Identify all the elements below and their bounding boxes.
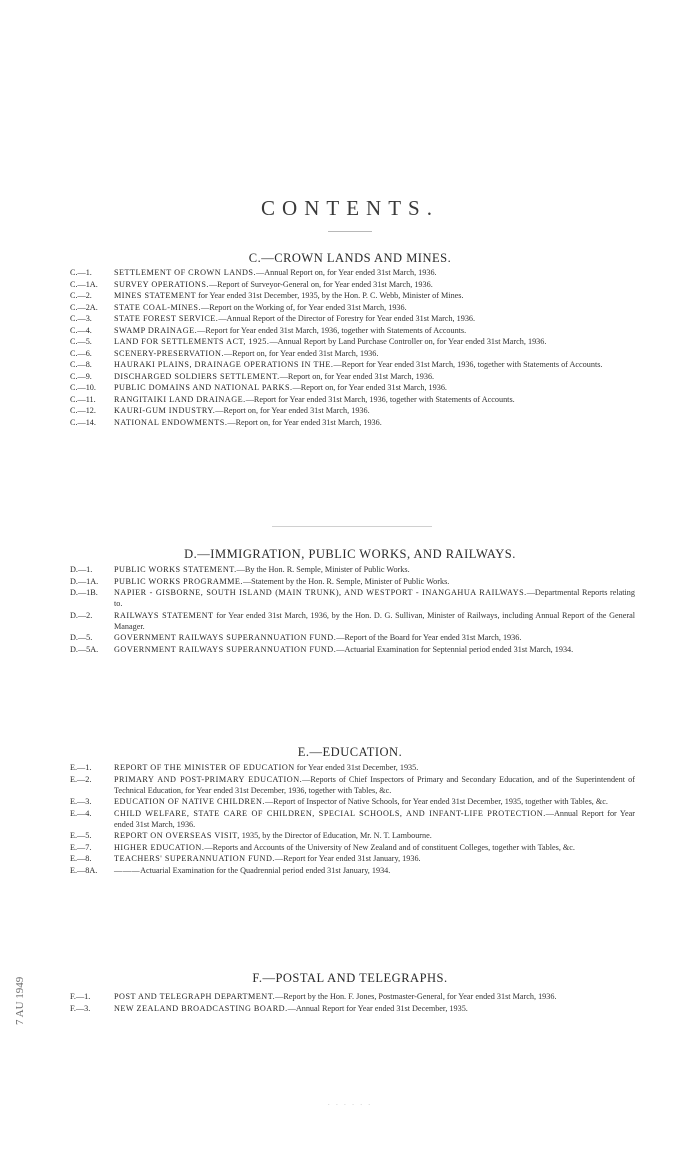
entry-code: D.—1B. (70, 588, 98, 597)
entry-title: PUBLIC WORKS PROGRAMME. (114, 576, 243, 586)
entry-code: E.—1. (70, 763, 92, 772)
entry-text (114, 336, 635, 347)
contents-entry (70, 576, 635, 587)
entry-code: C.—12. (70, 406, 96, 415)
contents-entry (70, 991, 635, 1002)
contents-entry (70, 774, 635, 796)
entry-description: for Year ended 31st December, 1935. (294, 763, 419, 772)
contents-entry (70, 796, 635, 807)
entry-code: C.—11. (70, 394, 96, 404)
entry-text (114, 313, 635, 324)
contents-entry (70, 842, 635, 853)
entry-description: —Report by the Hon. F. Jones, Postmaster-General, for Year ended 31st March, 1936. (275, 992, 557, 1001)
contents-entry (70, 830, 635, 841)
contents-entry (70, 290, 635, 301)
entry-title: RAILWAYS STATEMENT (114, 610, 214, 620)
contents-entry (70, 564, 635, 575)
entry-description: —Report on the Working of, for Year ended 31st March, 1936. (201, 302, 407, 312)
entry-text (114, 267, 635, 278)
entry-description: —Reports of Chief Inspectors of Primary and Secondary Education, and of the Superintendent of Technical Education, for Year ended 31st December, 1936, together with Tables, &c. (114, 774, 636, 795)
entry-text (114, 405, 635, 416)
contents-entry (70, 417, 635, 428)
entry-text (114, 359, 635, 370)
contents-entry (70, 325, 635, 336)
entry-text (114, 808, 635, 830)
contents-entry (70, 587, 635, 609)
entry-description: —Report on, for Year ended 31st March, 1936. (279, 371, 435, 381)
contents-entry (70, 853, 635, 864)
entry-title: NAPIER - GISBORNE, SOUTH ISLAND (MAIN TRUNK), AND WESTPORT - INANGAHUA RAILWAYS. (114, 588, 527, 597)
entry-code: C.—8. (70, 360, 92, 369)
entry-title: NEW ZEALAND BROADCASTING BOARD. (114, 1003, 288, 1013)
entry-code: C.—9. (70, 371, 92, 381)
entry-title: NATIONAL ENDOWMENTS. (114, 417, 228, 427)
entry-description: —Annual Report of the Director of Forestry for Year ended 31st March, 1936. (218, 314, 476, 323)
section-heading-f: F.—POSTAL AND TELEGRAPHS. (252, 971, 448, 985)
entry-text (114, 796, 635, 807)
contents-entry (70, 610, 635, 632)
entry-text (114, 610, 635, 632)
entry-title: STATE FOREST SERVICE. (114, 314, 219, 323)
entry-description: —By the Hon. R. Semple, Minister of Public Works. (236, 565, 410, 574)
contents-entry (70, 808, 635, 830)
entry-text (114, 564, 635, 575)
entry-title: SWAMP DRAINAGE. (114, 325, 198, 335)
entry-text (114, 865, 635, 876)
page-title: CONTENTS. (261, 196, 439, 220)
entry-code: E.—5. (70, 831, 92, 840)
entry-code: E.—8. (70, 854, 92, 863)
entry-code: C.—14. (70, 417, 96, 427)
entry-code: D.—5A. (70, 644, 99, 654)
entry-description: —Report on, for Year ended 31st March, 1936. (292, 383, 447, 392)
title-divider (328, 231, 372, 232)
contents-entry (70, 1003, 635, 1014)
entry-title: REPORT ON OVERSEAS VISIT, (114, 831, 240, 840)
entry-description: —Report of the Board for Year ended 31st March, 1936. (336, 633, 522, 642)
entry-text (114, 1003, 635, 1014)
entry-text (114, 279, 635, 290)
entry-title: PUBLIC DOMAINS AND NATIONAL PARKS. (114, 383, 293, 392)
entry-text (114, 302, 635, 313)
section-heading-c: C.—CROWN LANDS AND MINES. (248, 251, 452, 265)
entry-code: D.—5. (70, 633, 93, 642)
entry-text (114, 382, 635, 393)
entry-description: —Report of Surveyor-General on, for Year ended 31st March, 1936. (208, 279, 433, 289)
entry-text (114, 371, 635, 382)
entry-code: C.—1. (70, 268, 92, 277)
entry-text (114, 853, 635, 864)
entry-title: REPORT OF THE MINISTER OF EDUCATION (114, 763, 295, 772)
entry-description: —Annual Report for Year ended 31st December, 1935. (287, 1003, 468, 1013)
entry-title: POST AND TELEGRAPH DEPARTMENT. (114, 992, 276, 1001)
contents-entry (70, 348, 635, 359)
entry-text (114, 348, 635, 359)
entry-code: C.—1A. (70, 279, 98, 289)
contents-entry (70, 405, 635, 416)
entry-code: F.—3. (70, 1003, 91, 1013)
entry-title: MINES STATEMENT (114, 291, 197, 300)
entry-code: C.—3. (70, 314, 92, 323)
entry-title: SCENERY-PRESERVATION. (114, 348, 225, 358)
contents-entry (70, 313, 635, 324)
entry-description: for Year ended 31st December, 1935, by the Hon. P. C. Webb, Minister of Mines. (196, 291, 464, 300)
entry-text (114, 632, 635, 643)
entry-code: C.—5. (70, 337, 92, 346)
entry-description: —Report of Inspector of Native Schools, for Year ended 31st December, 1935, together with Tables, &c. (264, 797, 608, 806)
entry-code: E.—2. (70, 774, 92, 784)
entry-text (114, 290, 635, 301)
entry-description: —Report for Year ended 31st January, 1936. (274, 854, 421, 863)
entry-title: DISCHARGED SOLDIERS SETTLEMENT. (114, 371, 280, 381)
entry-description: —Annual Report for Year ended 31st March, 1936. (114, 808, 636, 829)
entry-title: RANGITAIKI LAND DRAINAGE. (114, 394, 246, 404)
contents-entry (70, 267, 635, 278)
contents-entry (70, 762, 635, 773)
entry-title: HIGHER EDUCATION. (114, 842, 205, 852)
entry-code: D.—1. (70, 565, 93, 574)
entry-text (114, 417, 635, 428)
entry-text (114, 587, 635, 609)
entry-description: —Statement by the Hon. R. Semple, Minister of Public Works. (242, 576, 450, 586)
entry-text (114, 774, 635, 796)
contents-entry (70, 632, 635, 643)
entry-code: D.—2. (70, 610, 93, 620)
margin-stamp: 7 AU 1949 (14, 976, 26, 1025)
entry-text (114, 325, 635, 336)
entry-text (114, 842, 635, 853)
entry-title: HAURAKI PLAINS, DRAINAGE OPERATIONS IN THE. (114, 360, 334, 369)
entry-title: PRIMARY AND POST-PRIMARY EDUCATION. (114, 774, 303, 784)
section-entries-d (70, 564, 635, 655)
contents-entry (70, 336, 635, 347)
contents-entry (70, 394, 635, 405)
entry-description: Actuarial Examination for the Quadrennial period ended 31st January, 1934. (140, 865, 391, 875)
entry-description: —Report on, for Year ended 31st March, 1936. (215, 406, 370, 415)
entry-description: for Year ended 31st March, 1936, by the Hon. D. G. Sullivan, Minister of Railways, including Annual Report of the General Manager. (114, 610, 636, 631)
entry-description: —Report on, for Year ended 31st March, 1936. (227, 417, 382, 427)
entry-description: —Annual Report by Land Purchase Controller on, for Year ended 31st March, 1936. (269, 337, 547, 346)
entry-text (114, 991, 635, 1002)
entry-title: CHILD WELFARE, STATE CARE OF CHILDREN, SPECIAL SCHOOLS, AND INFANT-LIFE PROTECTION. (114, 808, 546, 818)
entry-code: C.—4. (70, 325, 92, 335)
entry-description: —Report on, for Year ended 31st March, 1936. (224, 348, 379, 358)
entry-title: KAURI-GUM INDUSTRY. (114, 406, 216, 415)
section-entries-f (70, 991, 635, 1014)
entry-text (114, 394, 635, 405)
entry-title: SURVEY OPERATIONS. (114, 279, 209, 289)
section-entries-c (70, 267, 635, 428)
entry-code: C.—10. (70, 383, 96, 392)
contents-entry (70, 371, 635, 382)
contents-entry (70, 865, 635, 876)
entry-code: E.—7. (70, 842, 92, 852)
entry-code: E.—8A. (70, 865, 98, 875)
entry-title: TEACHERS' SUPERANNUATION FUND. (114, 854, 275, 863)
entry-description: —Report for Year ended 31st March, 1936, together with Statements of Accounts. (333, 360, 603, 369)
entry-text (114, 830, 635, 841)
section-divider-c (272, 526, 432, 527)
entry-description: —Reports and Accounts of the University of New Zealand and of constituent Colleges, together with Tables, &c. (204, 842, 575, 852)
entry-description: —Departmental Reports relating to. (114, 588, 635, 608)
entry-description: 1935, by the Director of Education, Mr. N. T. Lambourne. (239, 831, 432, 840)
entry-text (114, 576, 635, 587)
entry-code: C.—2. (70, 291, 92, 300)
entry-description: —Annual Report on, for Year ended 31st March, 1936. (256, 268, 437, 277)
entry-title: SETTLEMENT OF CROWN LANDS. (114, 268, 257, 277)
footer-stamp: · · · · · · (327, 1101, 373, 1109)
entry-title: GOVERNMENT RAILWAYS SUPERANNUATION FUND. (114, 644, 337, 654)
contents-entry (70, 302, 635, 313)
entry-title: GOVERNMENT RAILWAYS SUPERANNUATION FUND. (114, 633, 337, 642)
entry-text (114, 644, 635, 655)
contents-entry (70, 644, 635, 655)
entry-description: —Report for Year ended 31st March, 1936, together with Statements of Accounts. (197, 325, 467, 335)
entry-code: E.—4. (70, 808, 92, 818)
contents-entry (70, 382, 635, 393)
entry-code: D.—1A. (70, 576, 99, 586)
entry-title: STATE COAL-MINES. (114, 302, 201, 312)
entry-title: EDUCATION OF NATIVE CHILDREN. (114, 797, 265, 806)
entry-code: E.—3. (70, 797, 92, 806)
entry-text (114, 762, 635, 773)
entry-code: C.—2A. (70, 302, 98, 312)
contents-entry (70, 359, 635, 370)
entry-code: C.—6. (70, 348, 92, 358)
entry-code: F.—1. (70, 992, 91, 1001)
section-heading-e: E.—EDUCATION. (297, 745, 403, 759)
entry-description: —Report for Year ended 31st March, 1936, together with Statements of Accounts. (245, 394, 515, 404)
entry-title: ——— (114, 865, 141, 875)
contents-entry (70, 279, 635, 290)
entry-title: PUBLIC WORKS STATEMENT. (114, 565, 237, 574)
section-heading-d: D.—IMMIGRATION, PUBLIC WORKS, AND RAILWAYS. (184, 547, 516, 561)
section-entries-e (70, 762, 635, 876)
entry-description: —Actuarial Examination for Septennial period ended 31st March, 1934. (336, 644, 574, 654)
entry-title: LAND FOR SETTLEMENTS ACT, 1925. (114, 337, 270, 346)
